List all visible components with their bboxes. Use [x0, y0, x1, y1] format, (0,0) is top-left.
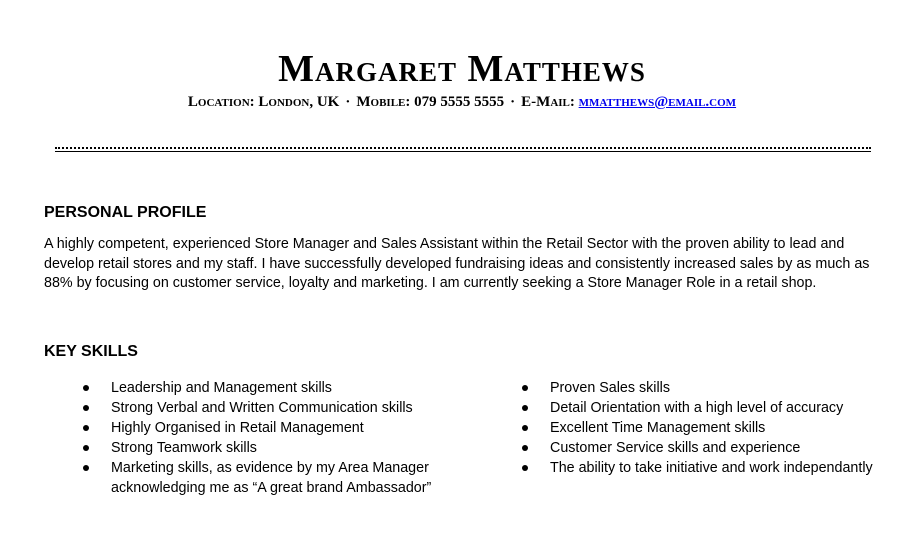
skill-text: Marketing skills, as evidence by my Area Manager acknowledging me as “A great brand Ambassador” — [111, 460, 432, 496]
bullet-icon — [522, 405, 528, 411]
key-skills-heading: KEY SKILLS — [44, 343, 138, 360]
skill-text: Excellent Time Management skills — [550, 420, 766, 436]
skill-item — [522, 438, 882, 458]
header-divider — [55, 141, 871, 153]
skill-text: Detail Orientation with a high level of accuracy — [550, 400, 844, 416]
skill-item — [83, 378, 463, 398]
skill-item — [522, 458, 882, 478]
skill-text: Customer Service skills and experience — [550, 440, 801, 456]
skill-item — [522, 418, 882, 438]
mobile-text: Mobile: 079 5555 5555 — [356, 94, 505, 110]
bullet-icon — [83, 425, 89, 431]
bullet-icon — [522, 465, 528, 471]
skill-item — [83, 438, 463, 458]
bullet-icon — [83, 465, 89, 471]
bullet-icon — [522, 385, 528, 391]
bullet-icon — [522, 425, 528, 431]
candidate-name: Margaret Matthews — [278, 48, 646, 90]
skills-list-left — [83, 378, 463, 498]
skill-item — [522, 378, 882, 398]
bullet-icon — [522, 445, 528, 451]
skills-list-right — [522, 378, 882, 478]
skill-item — [522, 398, 882, 418]
skill-text: Proven Sales skills — [550, 380, 670, 396]
bullet-icon — [83, 445, 89, 451]
skill-text: Leadership and Management skills — [111, 380, 332, 396]
bullet-icon — [83, 385, 89, 391]
skill-text: Strong Teamwork skills — [111, 440, 257, 456]
email-label: E-Mail: — [521, 94, 575, 110]
contact-separator: · — [345, 94, 351, 110]
skill-item — [83, 418, 463, 438]
personal-profile-text: A highly competent, experienced Store Manager and Sales Assistant within the Retail Sector with the proven ability to lead and develop retail stores and my staff. I have successfully developed fundraising ideas and consistently increased sales by as much as 88% by focusing on customer service, loyalty and marketing. I am currently seeking a Store Manager Role in a retail shop. — [44, 236, 870, 291]
skill-text: Highly Organised in Retail Management — [111, 420, 364, 436]
email-link[interactable]: mmatthews@email.com — [578, 94, 737, 110]
contact-separator: · — [510, 94, 516, 110]
skill-text: Strong Verbal and Written Communication skills — [111, 400, 413, 416]
dotted-line — [55, 141, 871, 149]
location-text: Location: London, UK — [187, 94, 340, 110]
contact-line — [0, 92, 924, 112]
skill-item — [83, 398, 463, 418]
bullet-icon — [83, 405, 89, 411]
skill-item — [83, 458, 463, 498]
personal-profile-heading: PERSONAL PROFILE — [44, 204, 207, 221]
skill-text: The ability to take initiative and work independantly — [550, 460, 873, 476]
solid-line — [55, 151, 871, 152]
